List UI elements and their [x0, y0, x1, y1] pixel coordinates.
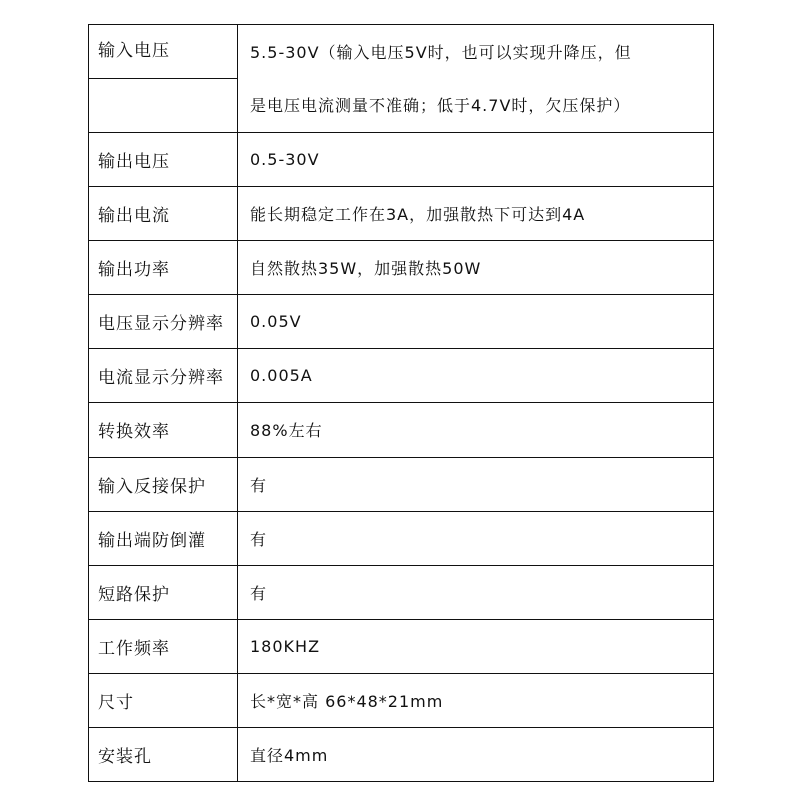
table-row — [89, 241, 714, 295]
row-label: 输入电压 — [89, 25, 237, 79]
table-row — [89, 187, 714, 241]
empty-label-cell — [89, 79, 237, 132]
table-row — [89, 727, 714, 781]
row-value: 180KHZ — [238, 619, 714, 673]
row-value-cell — [238, 25, 714, 133]
row-value: 88%左右 — [238, 403, 714, 457]
table-row — [89, 673, 714, 727]
row-value: 自然散热35W，加强散热50W — [238, 241, 714, 295]
row-value: 直径4mm — [238, 727, 714, 781]
table-row — [89, 349, 714, 403]
row-label: 输出功率 — [89, 241, 238, 295]
row-label: 输出端防倒灌 — [89, 511, 238, 565]
row-value: 有 — [238, 565, 714, 619]
row-value: 有 — [238, 457, 714, 511]
row-value-line-2: 是电压电流测量不准确；低于4.7V时，欠压保护） — [250, 95, 631, 115]
table-row — [89, 295, 714, 349]
table-row — [89, 619, 714, 673]
row-label: 输出电压 — [89, 133, 238, 187]
table-row — [89, 25, 714, 133]
row-value: 0.005A — [238, 349, 714, 403]
row-label: 安装孔 — [89, 727, 238, 781]
row-label: 输出电流 — [89, 187, 238, 241]
table-row — [89, 565, 714, 619]
row-label: 工作频率 — [89, 619, 238, 673]
row-value: 0.5-30V — [238, 133, 714, 187]
row-value: 有 — [238, 511, 714, 565]
row-label: 转换效率 — [89, 403, 238, 457]
row-label: 电压显示分辨率 — [89, 295, 238, 349]
table-row — [89, 133, 714, 187]
row-value-line-1: 5.5-30V（输入电压5V时，也可以实现升降压，但 — [250, 42, 632, 62]
row-label: 短路保护 — [89, 565, 238, 619]
spec-table — [88, 24, 714, 782]
table-row — [89, 511, 714, 565]
row-value: 0.05V — [238, 295, 714, 349]
row-label-cell — [89, 25, 238, 133]
row-label: 输入反接保护 — [89, 457, 238, 511]
table-row — [89, 457, 714, 511]
table-row — [89, 403, 714, 457]
row-label: 尺寸 — [89, 673, 238, 727]
row-value: 能长期稳定工作在3A，加强散热下可达到4A — [238, 187, 714, 241]
row-value: 长*宽*高 66*48*21mm — [238, 673, 714, 727]
row-label: 电流显示分辨率 — [89, 349, 238, 403]
